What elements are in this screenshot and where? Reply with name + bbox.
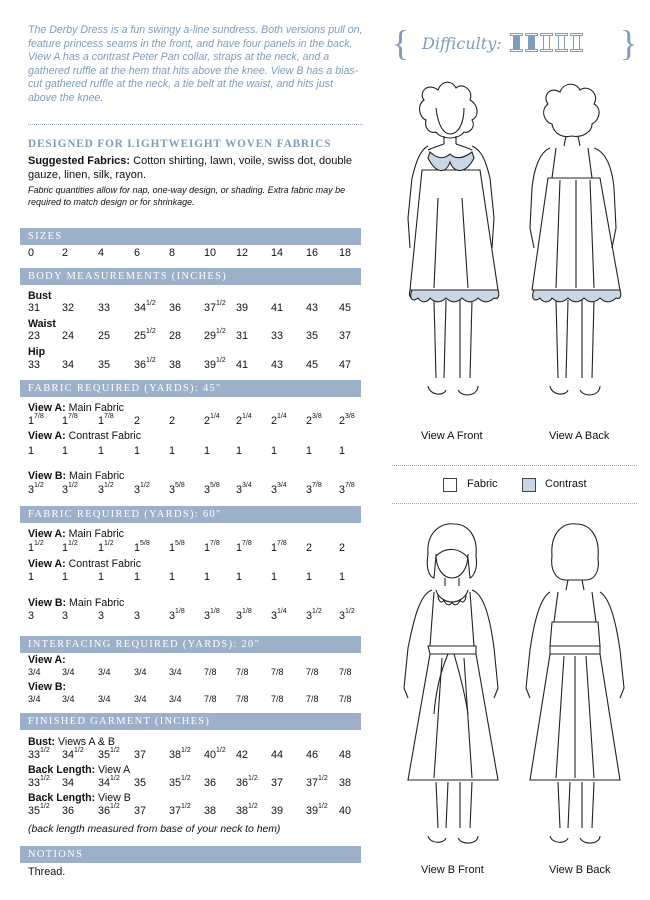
table-cell: 24 <box>62 330 75 342</box>
legend-fabric-label: Fabric <box>467 478 498 490</box>
spool-icon <box>540 33 553 52</box>
spool-icon <box>570 33 583 52</box>
section-finished-garment: FINISHED GARMENT (INCHES) <box>20 713 361 730</box>
table-cell: 7/8 <box>236 694 249 704</box>
table-cell: 38 <box>204 805 217 817</box>
table-cell: 47 <box>339 359 352 371</box>
table-cell: 1 <box>271 571 278 583</box>
table-cell: 3/4 <box>62 694 75 704</box>
section-fabric-45: FABRIC REQUIRED (YARDS): 45" <box>20 380 361 397</box>
table-cell: $3^{3/4}$ <box>271 482 287 496</box>
table-cell: 1 <box>339 571 346 583</box>
table-cell: 35 <box>306 330 319 342</box>
spool-icon <box>510 33 523 52</box>
section-notions: NOTIONS <box>20 846 361 863</box>
table-cell: $3^{1/2}$ <box>306 608 322 622</box>
table-cell: 12 <box>236 247 249 259</box>
table-cell: $1^{5/8}$ <box>134 540 150 554</box>
table-cell: 18 <box>339 247 352 259</box>
row-45-main-a <box>28 415 368 429</box>
table-cell: 46 <box>306 749 319 761</box>
left-brace-icon: { <box>392 23 410 63</box>
table-cell: 1 <box>169 445 176 457</box>
table-cell: 3/4 <box>28 667 41 677</box>
label-60-view-a-contrast: View A: Contrast Fabric <box>28 558 142 570</box>
label-fin-back-a: Back Length: View A <box>28 764 131 776</box>
table-cell: 1 <box>236 445 243 457</box>
table-cell: 39 <box>271 805 284 817</box>
table-cell: $35^{1/2}$ <box>28 803 50 817</box>
table-cell: $1^{1/2}$ <box>98 540 114 554</box>
spool-icon <box>555 33 568 52</box>
table-cell: $25^{1/2}$ <box>134 328 156 342</box>
table-cell: 7/8 <box>271 694 284 704</box>
table-cell: $3^{1/4}$ <box>271 608 287 622</box>
spool-icon <box>525 33 538 52</box>
table-cell: 43 <box>306 302 319 314</box>
table-cell: $3^{7/8}$ <box>306 482 322 496</box>
table-cell: $3^{5/8}$ <box>204 482 220 496</box>
table-cell: 38 <box>339 777 352 789</box>
table-cell: $3^{3/4}$ <box>236 482 252 496</box>
caption-view-a-front: View A Front <box>421 430 483 442</box>
table-cell: 2 <box>169 415 176 427</box>
table-cell: 23 <box>28 330 41 342</box>
label-bust: Bust <box>28 290 52 302</box>
suggested-text: Cotton shirting, lawn, voile, swiss dot, double gauze, linen, silk, rayon. <box>28 155 353 181</box>
table-cell: 33 <box>98 302 111 314</box>
section-fabric-60: FABRIC REQUIRED (YARDS): 60" <box>20 506 361 523</box>
divider <box>28 124 363 125</box>
table-cell: 1 <box>169 571 176 583</box>
table-cell: 3 <box>28 610 35 622</box>
back-length-note: (back length measured from base of your neck to hem) <box>28 824 281 835</box>
table-cell: 7/8 <box>306 694 319 704</box>
spools <box>510 33 585 57</box>
row-60-contrast-a <box>28 571 368 585</box>
row-45-contrast-a <box>28 445 368 459</box>
divider <box>392 503 637 504</box>
table-cell: 42 <box>236 749 249 761</box>
row-fin-back-a <box>28 777 368 791</box>
table-cell: 3 <box>134 610 141 622</box>
table-cell: $39^{1/2}$ <box>204 357 226 371</box>
table-cell: 41 <box>271 302 284 314</box>
table-cell: 48 <box>339 749 352 761</box>
table-cell: 36 <box>204 777 217 789</box>
table-cell: 25 <box>98 330 111 342</box>
label-45-view-a-main: View A: Main Fabric <box>28 402 124 414</box>
table-cell: 3/4 <box>134 694 147 704</box>
row-45-main-b <box>28 484 368 498</box>
table-cell: 2 <box>306 542 313 554</box>
view-a-back-illustration <box>520 78 632 413</box>
table-cell: $2^{1/4}$ <box>204 413 220 427</box>
table-cell: $40^{1/2}$ <box>204 747 226 761</box>
suggested-fabrics <box>28 155 363 182</box>
table-cell: $3^{5/8}$ <box>169 482 185 496</box>
table-cell: 3 <box>98 610 105 622</box>
row-hip <box>28 359 368 373</box>
table-cell: $33^{1/2}$ <box>28 747 50 761</box>
table-cell: 35 <box>134 777 147 789</box>
table-cell: 1 <box>306 571 313 583</box>
table-cell: 7/8 <box>306 667 319 677</box>
row-int-a <box>28 667 368 681</box>
legend-contrast-label: Contrast <box>545 478 587 490</box>
table-cell: 31 <box>28 302 41 314</box>
table-cell: $38^{1/2}$ <box>236 803 258 817</box>
table-cell: $2^{1/4}$ <box>236 413 252 427</box>
table-cell: $3^{1/2}$ <box>98 482 114 496</box>
table-cell: 2 <box>134 415 141 427</box>
table-cell: 1 <box>28 571 35 583</box>
caption-view-b-front: View B Front <box>421 864 484 876</box>
table-cell: 4 <box>98 247 105 259</box>
label-45-view-b-main: View B: Main Fabric <box>28 470 125 482</box>
table-cell: $1^{1/2}$ <box>28 540 44 554</box>
table-cell: 1 <box>98 571 105 583</box>
label-waist: Waist <box>28 318 56 330</box>
table-cell: 37 <box>271 777 284 789</box>
table-cell: 33 <box>28 359 41 371</box>
caption-view-b-back: View B Back <box>549 864 611 876</box>
table-cell: $3^{1/8}$ <box>204 608 220 622</box>
table-cell: 36 <box>169 302 182 314</box>
section-interfacing: INTERFACING REQUIRED (YARDS): 20" <box>20 636 361 653</box>
table-cell: 38 <box>169 359 182 371</box>
designed-heading: DESIGNED FOR LIGHTWEIGHT WOVEN FABRICS <box>28 138 332 150</box>
table-cell: 1 <box>98 445 105 457</box>
table-cell: $36^{1/2}$ <box>236 775 258 789</box>
legend-contrast-swatch <box>522 478 536 492</box>
table-cell: $2^{3/8}$ <box>306 413 322 427</box>
view-b-front-illustration <box>398 518 510 853</box>
table-cell: $3^{7/8}$ <box>339 482 355 496</box>
table-cell: 35 <box>98 359 111 371</box>
table-cell: $2^{1/4}$ <box>271 413 287 427</box>
table-cell: $1^{7/8}$ <box>271 540 287 554</box>
section-body-measurements: BODY MEASUREMENTS (INCHES) <box>20 268 361 285</box>
table-cell: 37 <box>339 330 352 342</box>
table-cell: $1^{7/8}$ <box>98 413 114 427</box>
table-cell: 45 <box>306 359 319 371</box>
table-cell: 1 <box>204 445 211 457</box>
table-cell: 7/8 <box>204 694 217 704</box>
table-cell: 36 <box>62 805 75 817</box>
table-cell: $3^{1/2}$ <box>134 482 150 496</box>
label-int-view-b: View B: <box>28 681 67 693</box>
table-cell: 41 <box>236 359 249 371</box>
label-fin-bust: Bust: Views A & B <box>28 736 115 748</box>
table-cell: 1 <box>62 571 69 583</box>
table-cell: 31 <box>236 330 249 342</box>
table-cell: 1 <box>306 445 313 457</box>
label-int-view-a: View A: <box>28 654 66 666</box>
label-60-view-b-main: View B: Main Fabric <box>28 597 125 609</box>
row-waist <box>28 330 368 344</box>
row-fin-back-b <box>28 805 368 819</box>
row-sizes <box>28 247 368 261</box>
label-60-view-a-main: View A: Main Fabric <box>28 528 124 540</box>
suggested-label: Suggested Fabrics: <box>28 155 131 167</box>
table-cell: 43 <box>271 359 284 371</box>
table-cell: 28 <box>169 330 182 342</box>
table-cell: $1^{7/8}$ <box>28 413 44 427</box>
view-a-front-illustration <box>398 78 510 413</box>
fabric-note: Fabric quantities allow for nap, one-way design, or shading. Extra fabric may be required to match design or for shrinkage. <box>28 185 346 207</box>
table-cell: 3/4 <box>169 694 182 704</box>
table-cell: $36^{1/2}$ <box>98 803 120 817</box>
table-cell: 1 <box>28 445 35 457</box>
table-cell: $35^{1/2}$ <box>98 747 120 761</box>
table-cell: 7/8 <box>339 694 352 704</box>
table-cell: 1 <box>339 445 346 457</box>
view-b-back-illustration <box>520 518 632 853</box>
difficulty-meter <box>392 23 638 64</box>
table-cell: $34^{1/2}$ <box>134 300 156 314</box>
table-cell: 33 <box>271 330 284 342</box>
section-sizes: SIZES <box>20 228 361 245</box>
row-bust <box>28 302 368 316</box>
table-cell: $1^{7/8}$ <box>204 540 220 554</box>
table-cell: $34^{1/2}$ <box>62 747 84 761</box>
caption-view-a-back: View A Back <box>549 430 610 442</box>
table-cell: 40 <box>339 805 352 817</box>
legend-fabric-swatch <box>443 478 457 492</box>
table-cell: $3^{1/8}$ <box>169 608 185 622</box>
table-cell: $2^{3/8}$ <box>339 413 355 427</box>
table-cell: $29^{1/2}$ <box>204 328 226 342</box>
table-cell: 39 <box>236 302 249 314</box>
table-cell: $36^{1/2}$ <box>134 357 156 371</box>
intro-paragraph: The Derby Dress is a fun swingy a-line sundress. Both versions pull on, feature princess seams in the front, and have four panels in the back. View A has a contrast Peter Pan collar, straps at the neck, and a gathered ruffle at the hem that hits above the knee. View B has a bias-cut gathered ruffle at the neck, a tie belt at the waist, and hits just above the knee. <box>28 24 363 104</box>
table-cell: $3^{1/8}$ <box>236 608 252 622</box>
table-cell: 10 <box>204 247 217 259</box>
table-cell: 2 <box>62 247 69 259</box>
table-cell: $1^{1/2}$ <box>62 540 78 554</box>
row-fin-bust <box>28 749 368 763</box>
table-cell: 2 <box>339 542 346 554</box>
table-cell: $3^{1/2}$ <box>62 482 78 496</box>
table-cell: 1 <box>62 445 69 457</box>
table-cell: 32 <box>62 302 75 314</box>
table-cell: 6 <box>134 247 141 259</box>
table-cell: 1 <box>204 571 211 583</box>
table-cell: 3/4 <box>98 667 111 677</box>
table-cell: $1^{7/8}$ <box>62 413 78 427</box>
table-cell: $37^{1/2}$ <box>306 775 328 789</box>
table-cell: 34 <box>62 777 75 789</box>
table-cell: 3/4 <box>169 667 182 677</box>
table-cell: $34^{1/2}$ <box>98 775 120 789</box>
row-int-b <box>28 694 368 708</box>
label-fin-back-b: Back Length: View B <box>28 792 131 804</box>
table-cell: 14 <box>271 247 284 259</box>
table-cell: 3/4 <box>28 694 41 704</box>
right-brace-icon: } <box>620 23 638 63</box>
row-60-main-a <box>28 542 368 556</box>
table-cell: 45 <box>339 302 352 314</box>
table-cell: 3/4 <box>98 694 111 704</box>
table-cell: $33^{1/2}$ <box>28 775 50 789</box>
table-cell: 0 <box>28 247 35 259</box>
table-cell: $3^{1/2}$ <box>339 608 355 622</box>
label-45-view-a-contrast: View A: Contrast Fabric <box>28 430 142 442</box>
table-cell: 8 <box>169 247 176 259</box>
divider <box>392 465 637 466</box>
table-cell: $38^{1/2}$ <box>169 747 191 761</box>
difficulty-label: Difficulty: <box>422 34 502 53</box>
table-cell: 7/8 <box>339 667 352 677</box>
table-cell: 1 <box>134 445 141 457</box>
notions-text: Thread. <box>28 866 66 878</box>
table-cell: 16 <box>306 247 319 259</box>
table-cell: 7/8 <box>204 667 217 677</box>
table-cell: 1 <box>134 571 141 583</box>
table-cell: 37 <box>134 805 147 817</box>
table-cell: 37 <box>134 749 147 761</box>
table-cell: $1^{5/8}$ <box>169 540 185 554</box>
row-60-main-b <box>28 610 368 624</box>
table-cell: 7/8 <box>271 667 284 677</box>
table-cell: 3 <box>62 610 69 622</box>
table-cell: 1 <box>271 445 278 457</box>
table-cell: 44 <box>271 749 284 761</box>
table-cell: $37^{1/2}$ <box>204 300 226 314</box>
table-cell: $3^{1/2}$ <box>28 482 44 496</box>
table-cell: $39^{1/2}$ <box>306 803 328 817</box>
table-cell: 1 <box>236 571 243 583</box>
table-cell: $1^{7/8}$ <box>236 540 252 554</box>
table-cell: 3/4 <box>62 667 75 677</box>
table-cell: 7/8 <box>236 667 249 677</box>
table-cell: $35^{1/2}$ <box>169 775 191 789</box>
table-cell: $37^{1/2}$ <box>169 803 191 817</box>
table-cell: 3/4 <box>134 667 147 677</box>
label-hip: Hip <box>28 346 46 358</box>
table-cell: 34 <box>62 359 75 371</box>
